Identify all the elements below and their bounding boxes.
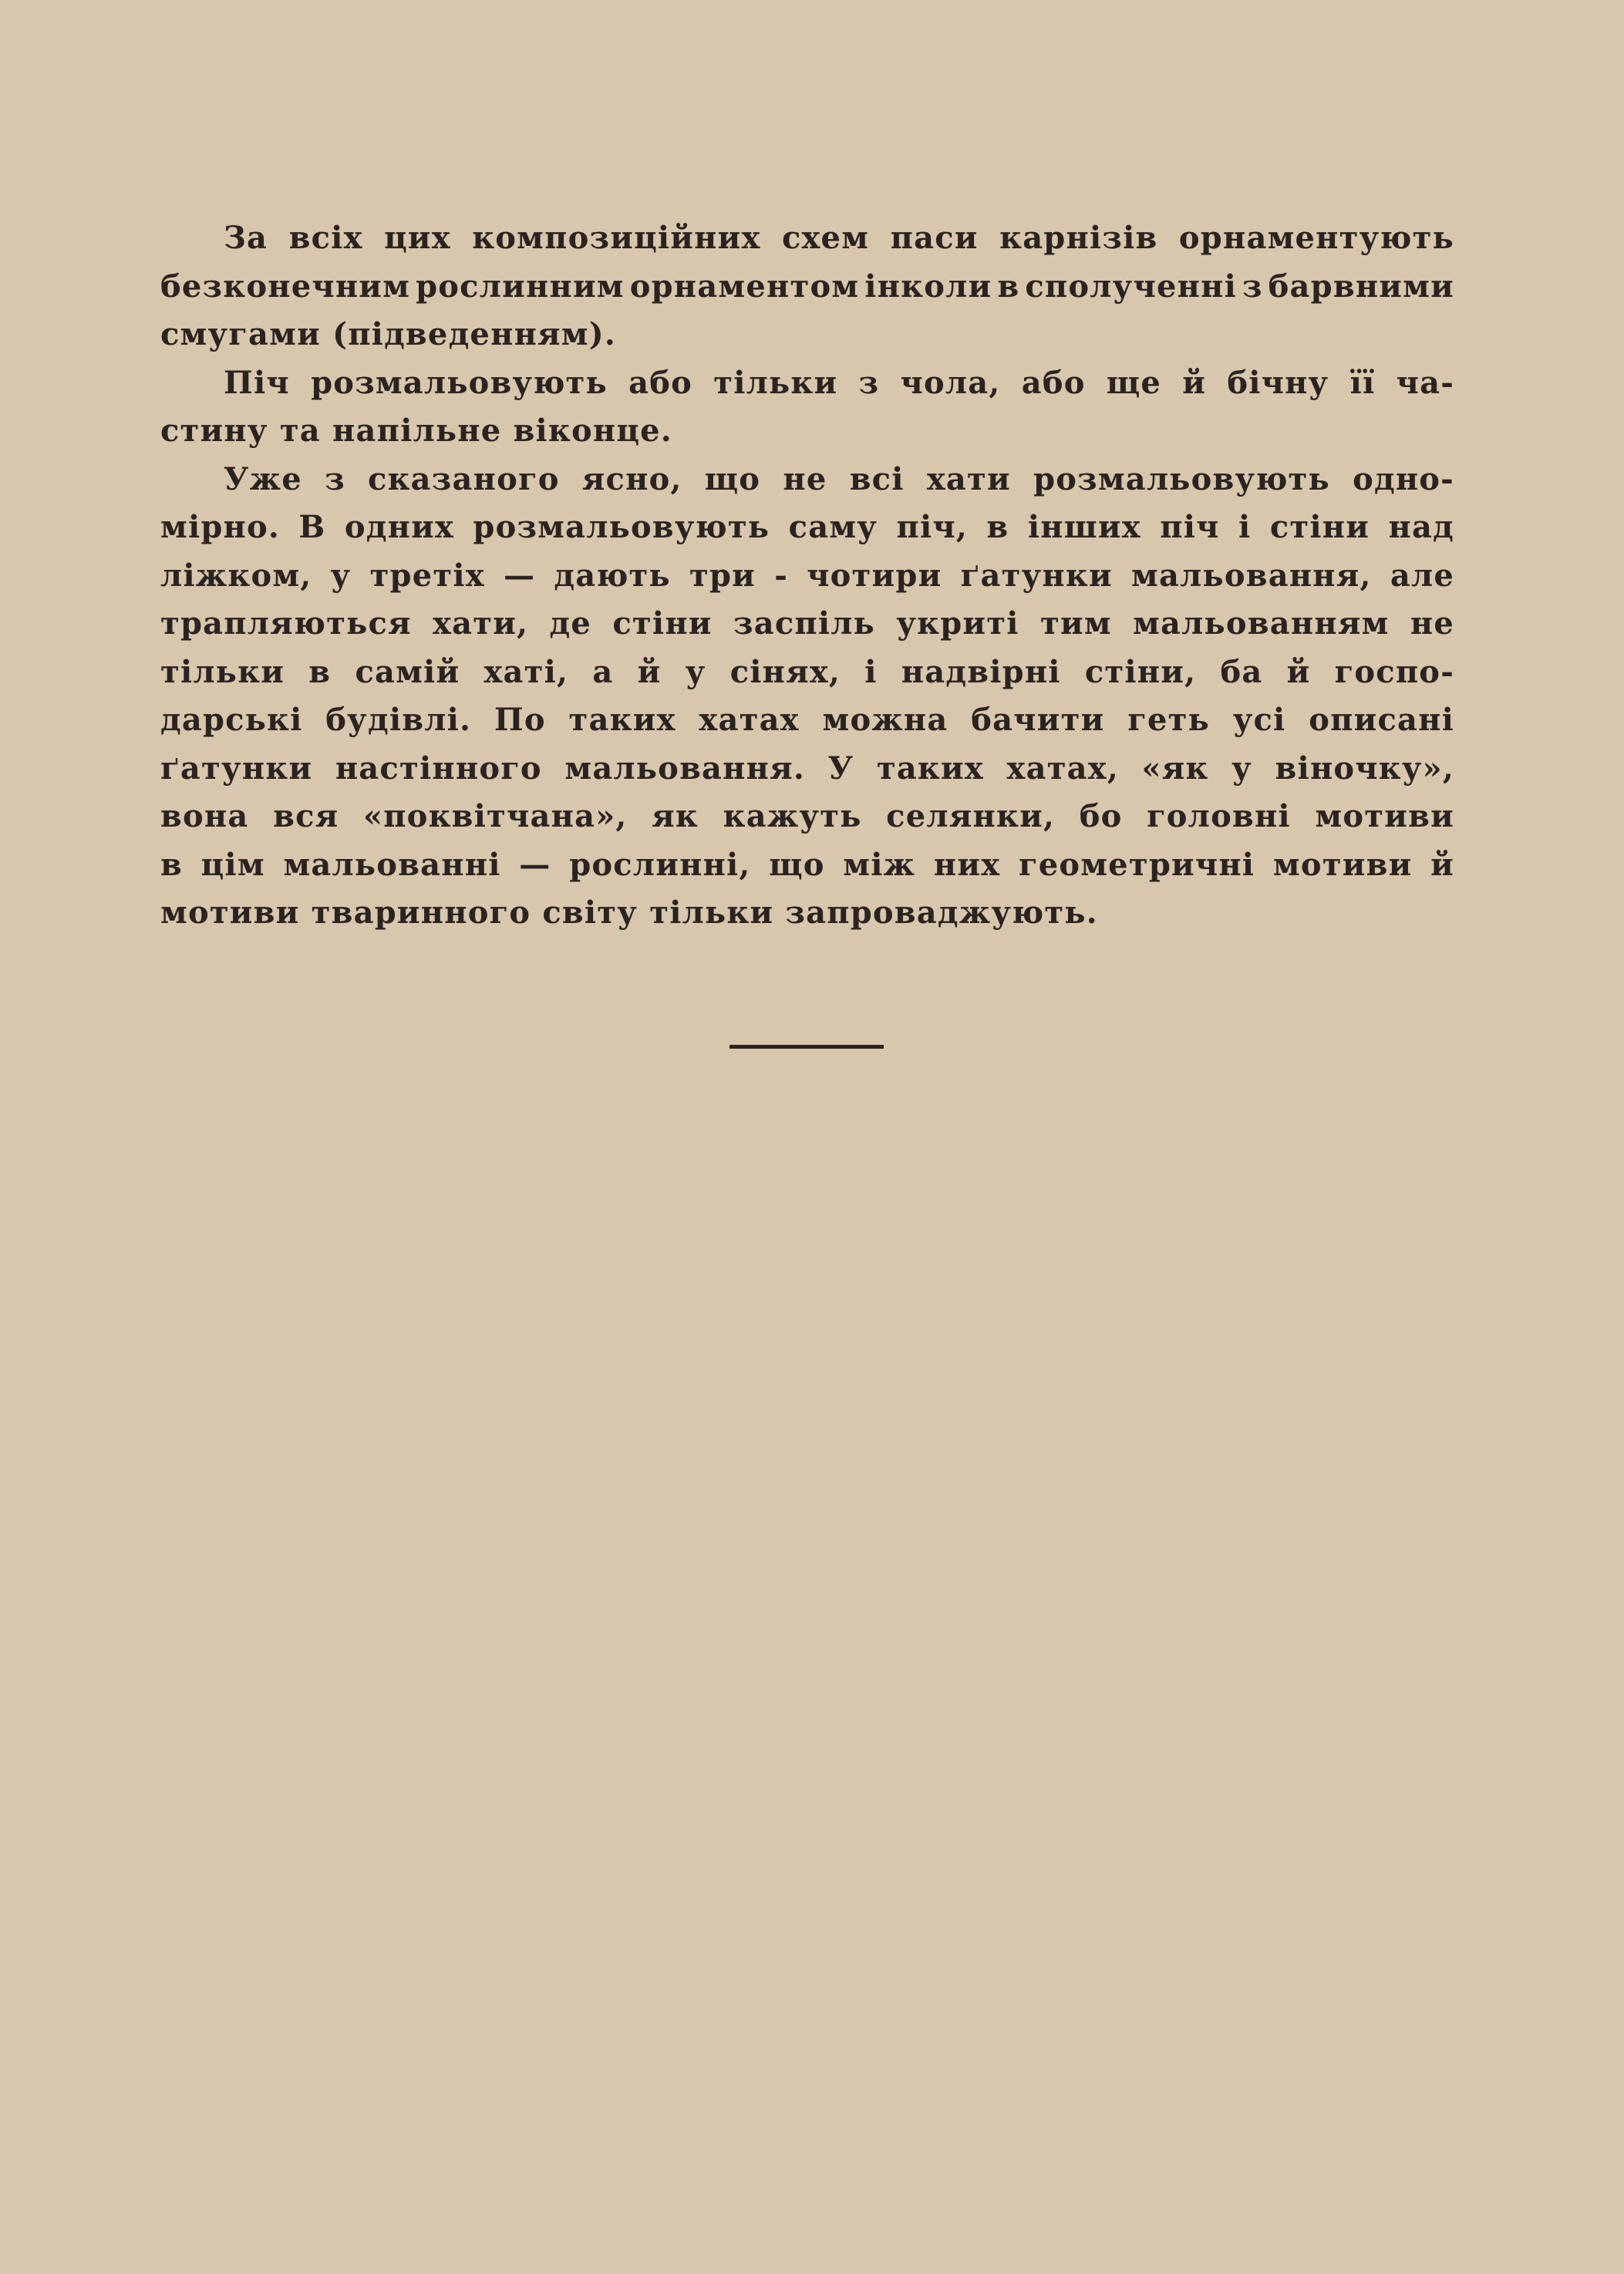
text-line: вона вся «поквітчана», як кажуть селянки, бо головні мотиви (160, 798, 1454, 834)
text-line: Уже з сказаного ясно, що не всі хати розмальовують одно- (224, 460, 1454, 497)
text-line: стину та напільне віконце. (160, 413, 672, 449)
text-line: ліжком, у третіх — дають три - чотири ґатунки мальовання, але (160, 557, 1454, 594)
text-line: трапляються хати, де стіни заспіль укриті тим мальованням не (160, 605, 1454, 642)
text-line: Піч розмальовують або тільки з чола, або ще й бічну її ча- (224, 364, 1454, 401)
text-line: безконечним рослинним орнаментом інколи в сполученні з барвними (160, 268, 1454, 305)
text-line: тільки в самій хаті, а й у сінях, і надвірні стіни, ба й госпо- (160, 653, 1454, 690)
text-line: За всіх цих композиційних схем паси карнізів орнаментують (224, 220, 1454, 256)
paragraph-2 (160, 359, 1454, 456)
paragraph-3 (160, 456, 1454, 938)
text-line: в цім мальованні — рослинні, що між них геометричні мотиви й (160, 846, 1454, 883)
text-line: ґатунки настінного мальовання. У таких хатах, «як у віночку», (160, 750, 1454, 787)
text-line: мотиви тваринного світу тільки запроваджують. (160, 894, 1098, 931)
section-divider (729, 1045, 884, 1049)
body-text (160, 214, 1454, 938)
text-line: дарські будівлі. По таких хатах можна бачити геть усі описані (160, 702, 1454, 738)
paragraph-1 (160, 214, 1454, 359)
text-line: мірно. В одних розмальовують саму піч, в інших піч і стіни над (160, 509, 1454, 545)
text-line: смугами (підведенням). (160, 316, 616, 352)
